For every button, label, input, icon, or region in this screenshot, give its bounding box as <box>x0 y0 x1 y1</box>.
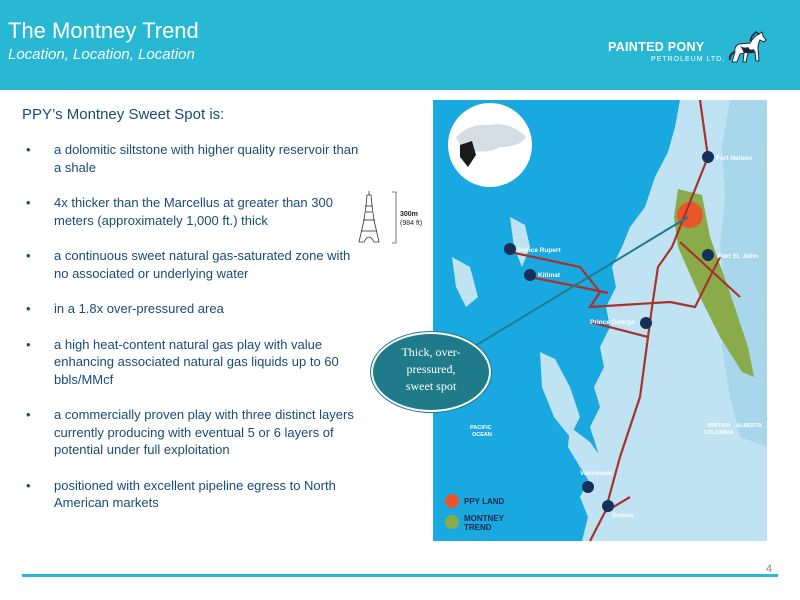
footer-divider <box>22 574 778 577</box>
slide-title: The Montney Trend <box>8 18 199 43</box>
logo-subtitle: PETROLEUM LTD. <box>651 56 726 63</box>
bullet-dot: • <box>26 195 31 210</box>
bullet-dot: • <box>26 477 31 493</box>
bullet-dot: • <box>26 248 31 263</box>
city-label: Prince Rupert <box>518 247 561 254</box>
bullet-text: a high heat-content natural gas play with value enhancing associated natural gas liquids up to 60 bbls/MMcf <box>54 336 339 387</box>
intro-text: PPY’s Montney Sweet Spot is: <box>22 106 225 123</box>
slide-subtitle: Location, Location, Location <box>8 46 195 63</box>
bullet-text: a continuous sweet natural gas-saturated zone with no associated or underlying water <box>54 248 351 281</box>
legend-swatch-montney <box>445 515 459 529</box>
callout-line: sweet spot <box>405 379 457 393</box>
list-item <box>22 141 362 176</box>
scale-label-m: 300m <box>400 211 418 218</box>
city-dot <box>702 151 714 163</box>
ocean-label: OCEAN <box>472 432 492 438</box>
list-item <box>22 336 362 389</box>
list-item <box>22 247 362 282</box>
list-item <box>22 477 362 512</box>
sweet-spot-callout <box>371 332 491 412</box>
header-bar <box>0 0 800 90</box>
city-label: Fort Nelson <box>716 155 753 162</box>
city-label: Vancouver <box>580 470 613 477</box>
list-item <box>22 194 362 229</box>
montney-map <box>430 97 770 544</box>
legend-swatch-ppy <box>445 494 459 508</box>
bullet-text: positioned with excellent pipeline egress to North American markets <box>54 477 336 510</box>
bullet-text: in a 1.8x over-pressured area <box>54 301 224 316</box>
bullet-text: 4x thicker than the Marcellus at greater than 300 meters (approximately 1,000 ft.) thick <box>54 195 333 228</box>
city-label: Fort St. John <box>718 253 759 260</box>
bullet-text: a dolomitic siltstone with higher quality reservoir than a shale <box>54 142 359 175</box>
list-item <box>22 300 362 318</box>
callout-line: pressured, <box>406 362 456 376</box>
company-logo <box>608 28 768 72</box>
bullet-dot: • <box>26 142 31 157</box>
legend-label-ppy: PPY LAND <box>464 497 505 506</box>
scale-bracket <box>392 192 396 243</box>
city-dot <box>640 317 652 329</box>
city-label: Kitimat <box>538 272 561 279</box>
ocean-label: PACIFIC <box>470 425 492 431</box>
list-item <box>22 406 362 459</box>
region-label-alberta: ALBERTA <box>736 423 762 429</box>
logo-name: PAINTED PONY <box>608 40 705 54</box>
city-label: Sumas <box>612 512 634 519</box>
eiffel-tower-icon <box>359 191 379 242</box>
bullet-dot: • <box>26 336 31 352</box>
city-dot <box>582 481 594 493</box>
bullet-dot: • <box>26 407 31 422</box>
eiffel-tower-scale <box>352 190 432 246</box>
horse-icon <box>726 28 768 70</box>
city-dot <box>602 500 614 512</box>
legend-label-montney: MONTNEY <box>464 514 504 523</box>
scale-label-ft: (984 ft) <box>400 220 423 227</box>
city-dot <box>702 249 714 261</box>
bullet-list <box>22 141 362 512</box>
page-number: 4 <box>766 563 773 575</box>
legend-label-trend: TREND <box>464 523 492 532</box>
bullet-text: a commercially proven play with three distinct layers currently producing with eventual 5 or 6 layers of potential under full exploitation <box>54 407 354 457</box>
bullet-dot: • <box>26 301 31 316</box>
callout-line: Thick, over- <box>401 345 461 359</box>
callout-text <box>373 344 489 395</box>
region-label-bc: BRITISH <box>708 423 730 429</box>
content-area <box>22 106 362 530</box>
city-dot <box>504 243 516 255</box>
city-dot <box>524 269 536 281</box>
region-label-bc: COLUMBIA <box>704 430 734 436</box>
city-label: Prince George <box>590 319 635 326</box>
